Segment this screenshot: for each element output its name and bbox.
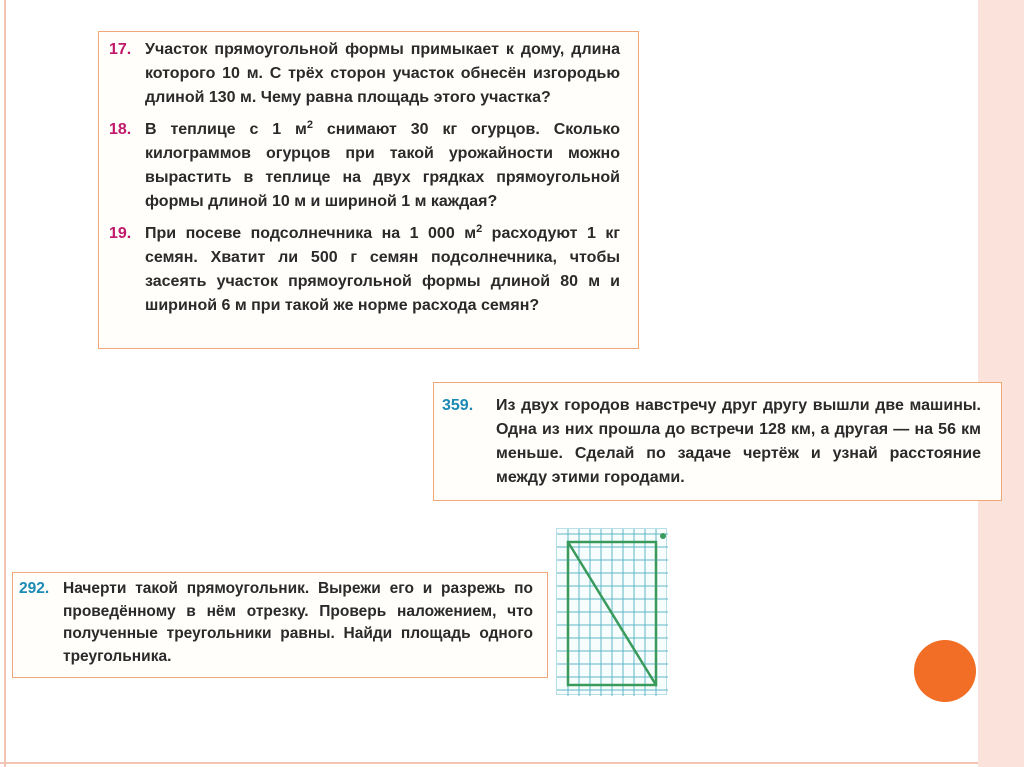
problem-292-box (12, 572, 548, 678)
problem-19 (109, 222, 620, 318)
problem-359 (442, 394, 981, 490)
problem-number: 17. (109, 41, 132, 58)
problem-text: В теплице с 1 м (145, 121, 307, 138)
problem-text: При посеве подсолнечника на 1 000 м (145, 225, 477, 242)
superscript: 2 (306, 119, 313, 131)
slide-bottom-border (0, 762, 1024, 764)
problems-17-19-box (98, 31, 639, 349)
problem-18 (109, 118, 620, 214)
problem-number: 18. (109, 121, 132, 138)
grid-figure (556, 528, 667, 695)
problem-number: 359. (442, 397, 474, 414)
problem-292 (19, 578, 533, 668)
problem-17 (109, 38, 620, 110)
problem-number: 292. (19, 580, 50, 597)
problem-text: снимают 30 кг огурцов. Сколько килограммов огурцов при такой урожайности можно вырастить в теплице на двух грядках прямоугольной формы длиной 10 м и шириной 1 м каждая? (145, 121, 620, 210)
problem-text: расходуют 1 кг семян. Хватит ли 500 г семян подсолнечника, чтобы засеять участок прямоугольной формы длиной 80 м и шириной 6 м при такой же норме расхода семян? (145, 225, 620, 314)
problem-text: Из двух городов навстречу друг другу вышли две машины. Одна из них прошла до встречи 128 км, а другая — на 56 км меньше. Сделай по задаче чертёж и узнай расстояние между этими городами. (496, 397, 981, 486)
problem-359-box (433, 382, 1002, 501)
slide-left-border (4, 0, 6, 767)
superscript: 2 (476, 223, 483, 235)
problem-text: Начерти такой прямоугольник. Вырежи его и разрежь по проведённому в нём отрезку. Проверь наложением, что полученные треугольники равны. Найди площадь одного треугольника. (63, 580, 533, 665)
rectangle-diagonal-figure (557, 529, 668, 696)
problem-text: Участок прямоугольной формы примыкает к дому, длина которого 10 м. С трёх сторон участок обнесён изгородью длиной 130 м. Чему равна площадь этого участка? (145, 41, 620, 106)
orange-circle (914, 640, 976, 702)
problem-number: 19. (109, 225, 132, 242)
